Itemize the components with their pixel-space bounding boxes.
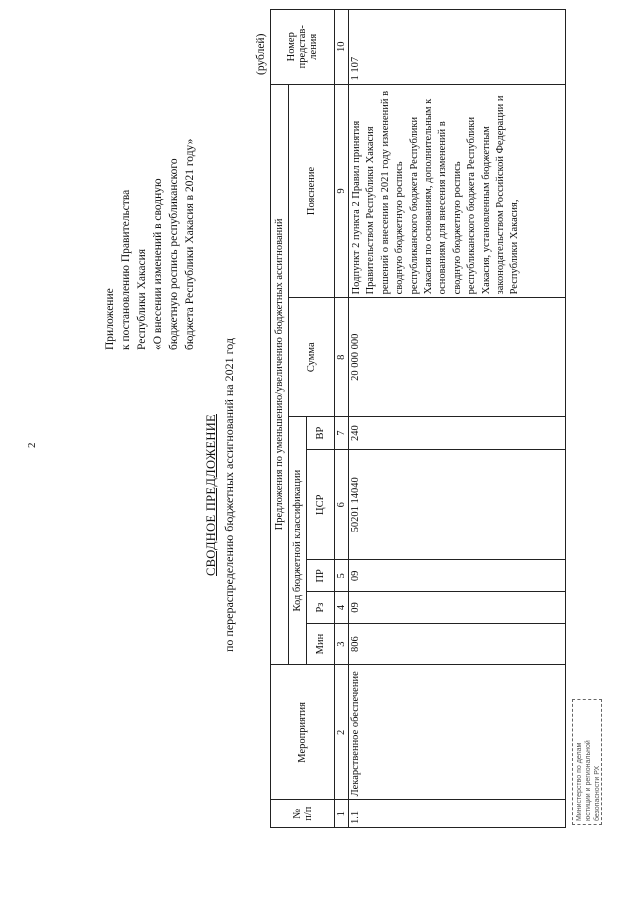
header-pr: ПР: [307, 560, 335, 592]
column-number: 6: [335, 450, 349, 560]
appendix-line: бюджета Республики Хакасия в 2021 году»: [184, 138, 196, 350]
table-row: [349, 10, 566, 828]
row-vr: 240: [349, 417, 566, 450]
units-label: (рублей): [255, 33, 267, 75]
header-vr: ВР: [307, 417, 335, 450]
column-number: 2: [335, 665, 349, 800]
row-min: 806: [349, 623, 566, 664]
row-csr: 50201 14040: [349, 450, 566, 560]
header-explanation: Пояснение: [289, 84, 335, 298]
header-proposals: Предложения по уменьшению/увеличению бюджетных ассигнований: [271, 84, 289, 665]
column-number: 7: [335, 417, 349, 450]
header-num: № п/п: [271, 800, 335, 828]
header-min: Мин: [307, 623, 335, 664]
appendix-line: к постановлению Правительства: [120, 189, 132, 350]
appendix-line: Приложение: [104, 288, 116, 350]
header-measures: Мероприятия: [271, 665, 335, 800]
row-measure: Лекарственное обеспечение: [349, 665, 566, 800]
header-sum: Сумма: [289, 298, 335, 417]
header-submission: Номер представ-ления: [271, 10, 335, 85]
document-subtitle: по перераспределению бюджетных ассигнований на 2021 год: [222, 337, 236, 653]
column-number: 5: [335, 560, 349, 592]
column-number: 10: [335, 10, 349, 85]
appendix-line: бюджетную роспись республиканского: [168, 158, 180, 350]
header-code: Код бюджетной классификации: [289, 417, 307, 665]
stamp-line: Министерство по делам: [576, 742, 583, 821]
column-number-row: [335, 10, 349, 828]
row-num: 1.1: [349, 800, 566, 828]
column-number: 8: [335, 298, 349, 417]
row-rz: 09: [349, 592, 566, 624]
registration-stamp: [572, 699, 602, 825]
row-pr: 09: [349, 560, 566, 592]
column-number: 1: [335, 800, 349, 828]
header-csr: ЦСР: [307, 450, 335, 560]
budget-table: [270, 9, 566, 828]
column-number: 4: [335, 592, 349, 624]
row-explanation: Подпункт 2 пункта 2 Правил принятия Правительством Республики Хакасия решений о внесении в 2021 году изменений в сводную бюджетную роспись республиканского бюджета Республики Хакасия по основаниям, дополнительным к основаниям для внесения изменений в сводную бюджетную роспись республиканского бюджета Республики Хакасия, установленным бюджетным законодательством Российской Федерации и Республики Хакасия,: [349, 84, 566, 298]
appendix-line: Республики Хакасия: [136, 248, 148, 350]
row-submission: 1 107: [349, 10, 566, 85]
stamp-line: безопасности РХ: [594, 765, 601, 821]
appendix-line: «О внесении изменений в сводную: [152, 178, 164, 350]
document-title: СВОДНОЕ ПРЕДЛОЖЕНИЕ: [204, 414, 218, 576]
column-number: 3: [335, 623, 349, 664]
column-number: 9: [335, 84, 349, 298]
stamp-line: юстиции и региональной: [585, 740, 592, 821]
page-number: 2: [26, 442, 38, 448]
row-sum: 20 000 000: [349, 298, 566, 417]
appendix-block: [102, 20, 198, 350]
header-rz: Рз: [307, 592, 335, 624]
